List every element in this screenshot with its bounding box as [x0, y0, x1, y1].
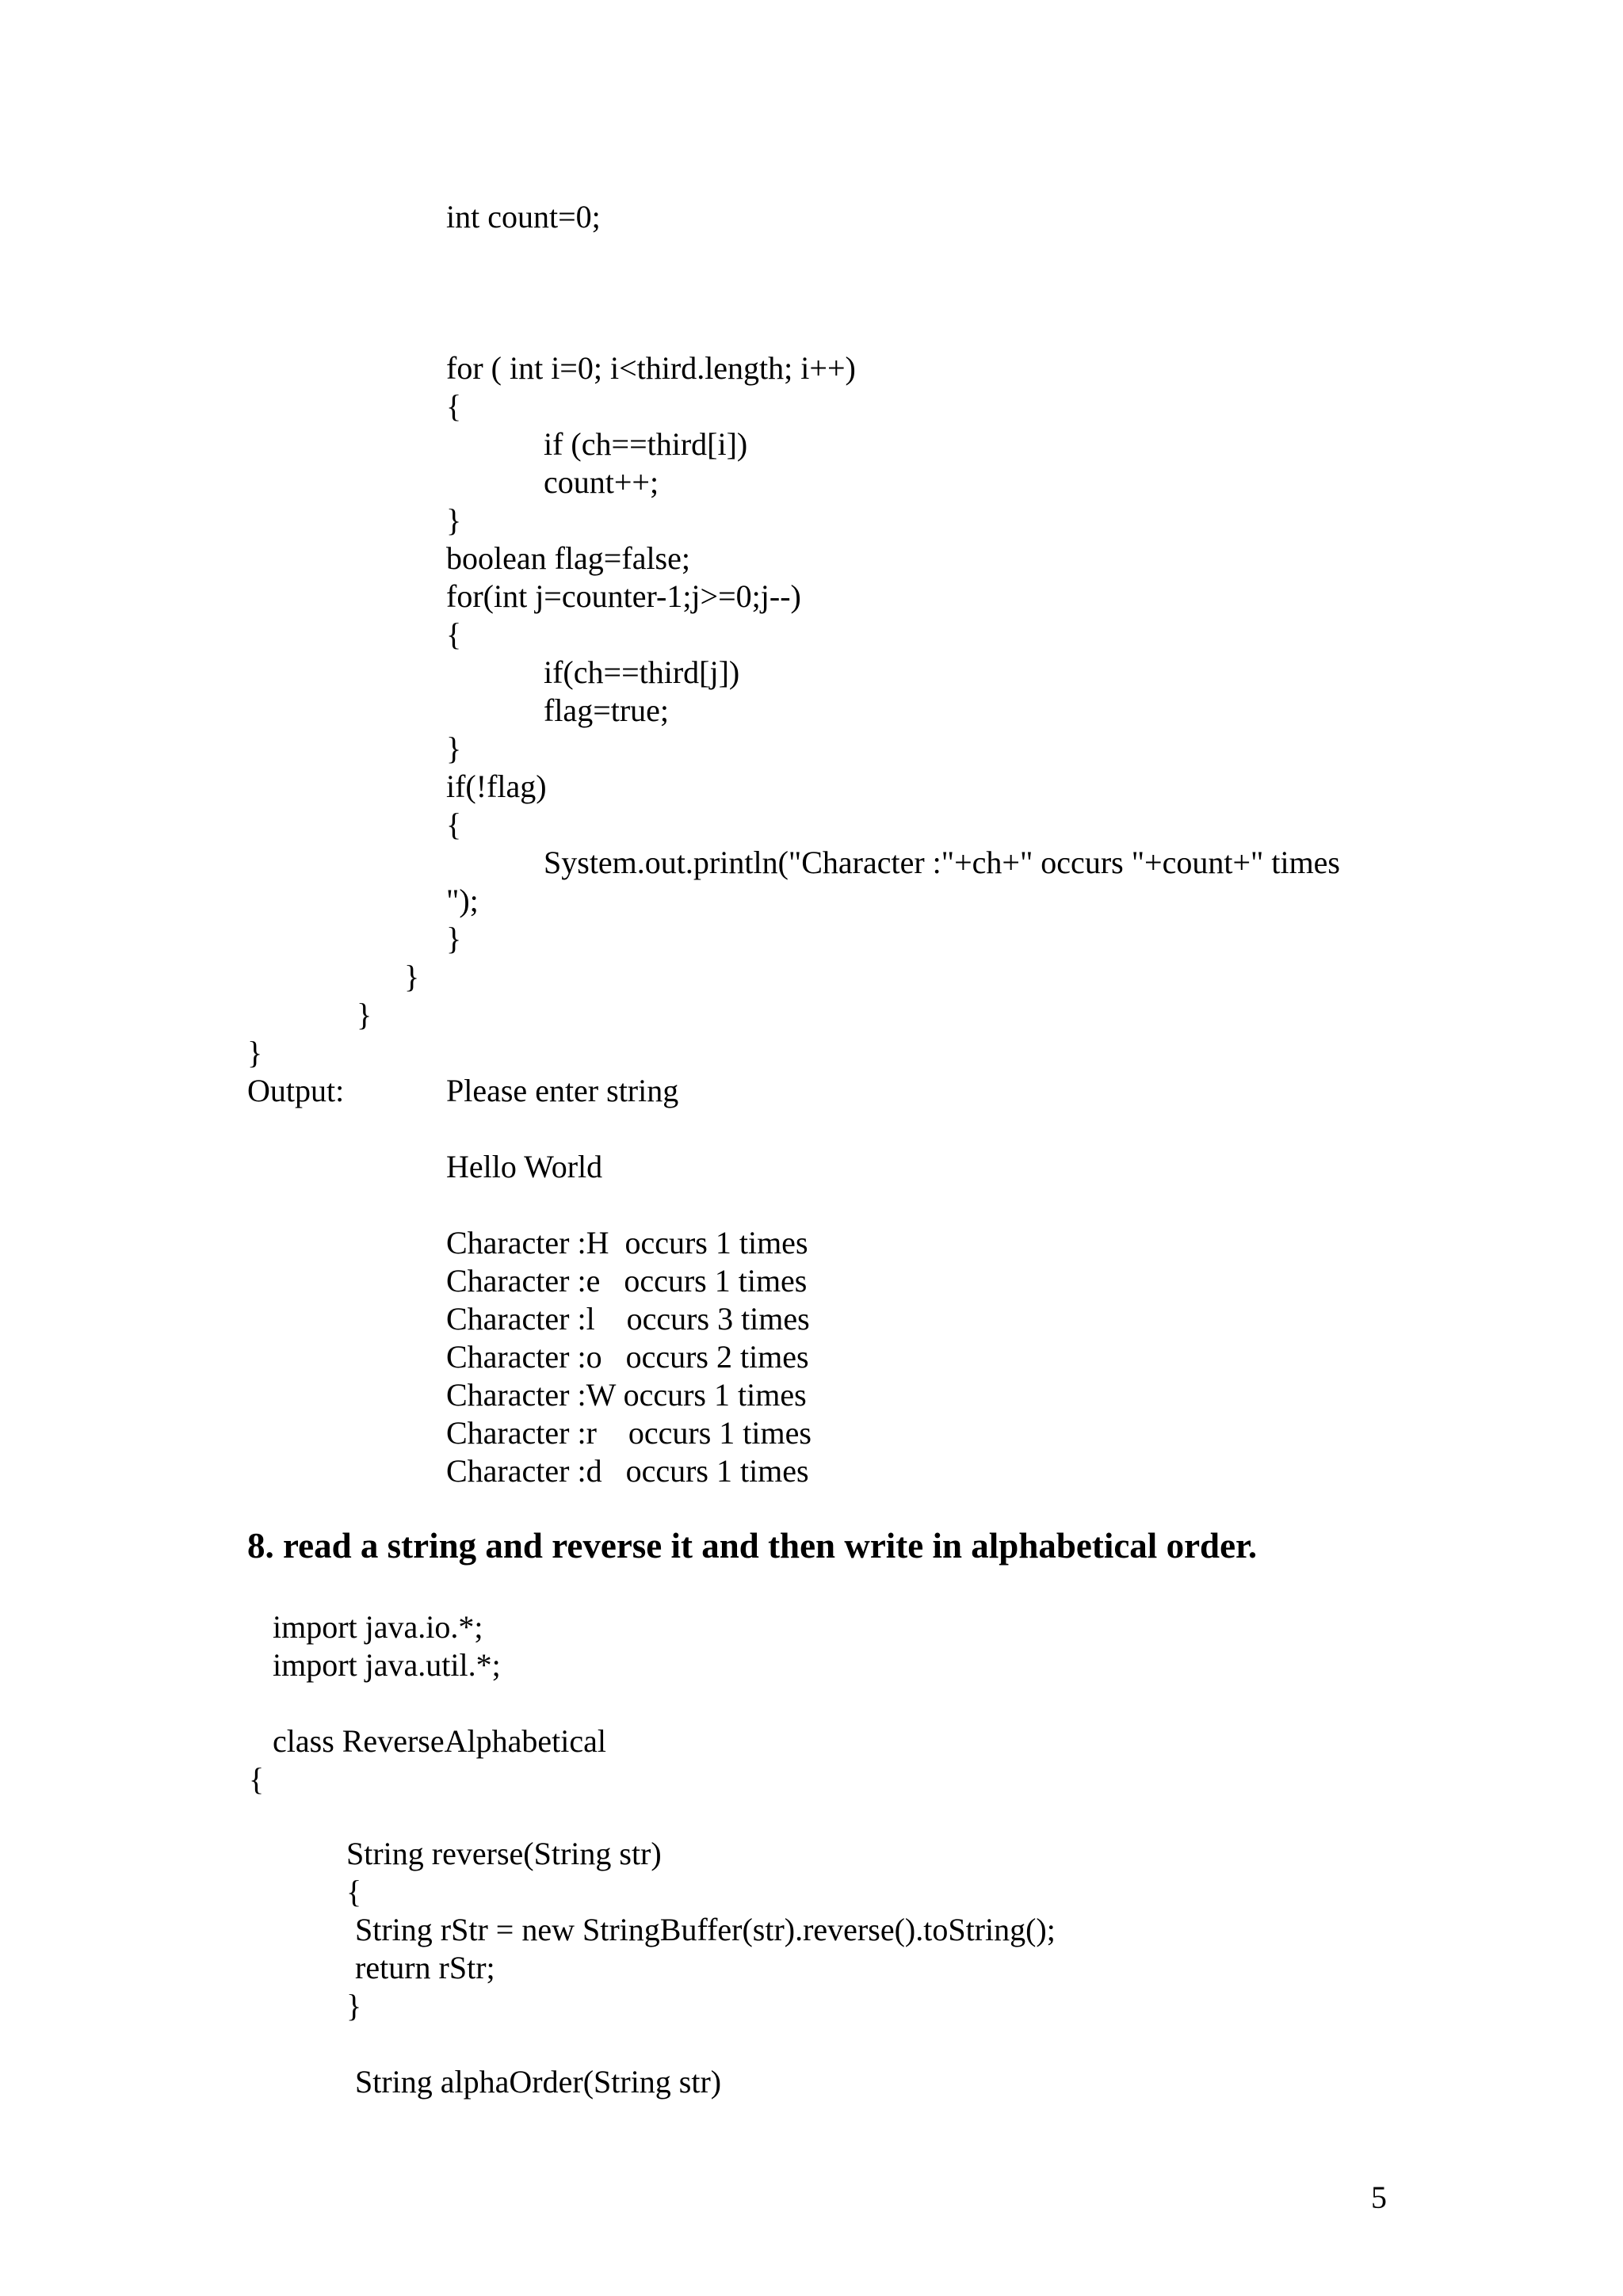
- code-line: String alphaOrder(String str): [355, 2064, 722, 2100]
- output-line: Character :e occurs 1 times: [446, 1263, 808, 1299]
- code-line: }: [357, 997, 372, 1032]
- code-line: }: [446, 730, 462, 766]
- output-line: Character :l occurs 3 times: [446, 1301, 810, 1337]
- code-line: }: [346, 1988, 362, 2023]
- code-line: }: [446, 921, 462, 956]
- output-line: Character :r occurs 1 times: [446, 1415, 812, 1451]
- code-line: {: [249, 1761, 265, 1797]
- output-line: Character :W occurs 1 times: [446, 1377, 807, 1413]
- code-line: for(int j=counter-1;j>=0;j--): [446, 578, 801, 614]
- code-line: import java.util.*;: [273, 1647, 501, 1683]
- code-line: int count=0;: [446, 199, 601, 235]
- code-line: if(ch==third[j]): [544, 654, 740, 690]
- code-line: }: [446, 502, 462, 538]
- code-line: }: [404, 959, 420, 994]
- code-line: String reverse(String str): [346, 1836, 662, 1871]
- code-line: boolean flag=false;: [446, 540, 690, 576]
- output-line: Character :o occurs 2 times: [446, 1339, 809, 1375]
- code-line: {: [446, 616, 462, 652]
- code-line: }: [247, 1035, 263, 1070]
- code-line: {: [346, 1874, 362, 1909]
- code-line: {: [446, 388, 462, 424]
- code-line: if (ch==third[i]): [544, 426, 748, 462]
- code-line: import java.io.*;: [273, 1609, 483, 1645]
- code-line: ");: [446, 883, 479, 918]
- output-line: Hello World: [446, 1149, 603, 1184]
- output-line: Character :H occurs 1 times: [446, 1225, 808, 1261]
- code-line: for ( int i=0; i<third.length; i++): [446, 350, 856, 386]
- code-line: count++;: [544, 464, 659, 500]
- code-line: if(!flag): [446, 769, 547, 804]
- code-line: System.out.println("Character :"+ch+" occurs "+count+" times: [544, 845, 1340, 880]
- code-line: String rStr = new StringBuffer(str).reverse().toString();: [355, 1912, 1056, 1947]
- output-line: Character :d occurs 1 times: [446, 1453, 809, 1489]
- section-heading: 8. read a string and reverse it and then write in alphabetical order.: [247, 1526, 1258, 1566]
- code-line: class ReverseAlphabetical: [273, 1723, 606, 1759]
- code-line: flag=true;: [544, 692, 670, 728]
- code-line: return rStr;: [355, 1950, 495, 1985]
- output-line: Please enter string: [446, 1073, 679, 1108]
- output-label: Output:: [247, 1073, 345, 1108]
- page-number: 5: [1371, 2180, 1387, 2215]
- code-line: {: [446, 807, 462, 842]
